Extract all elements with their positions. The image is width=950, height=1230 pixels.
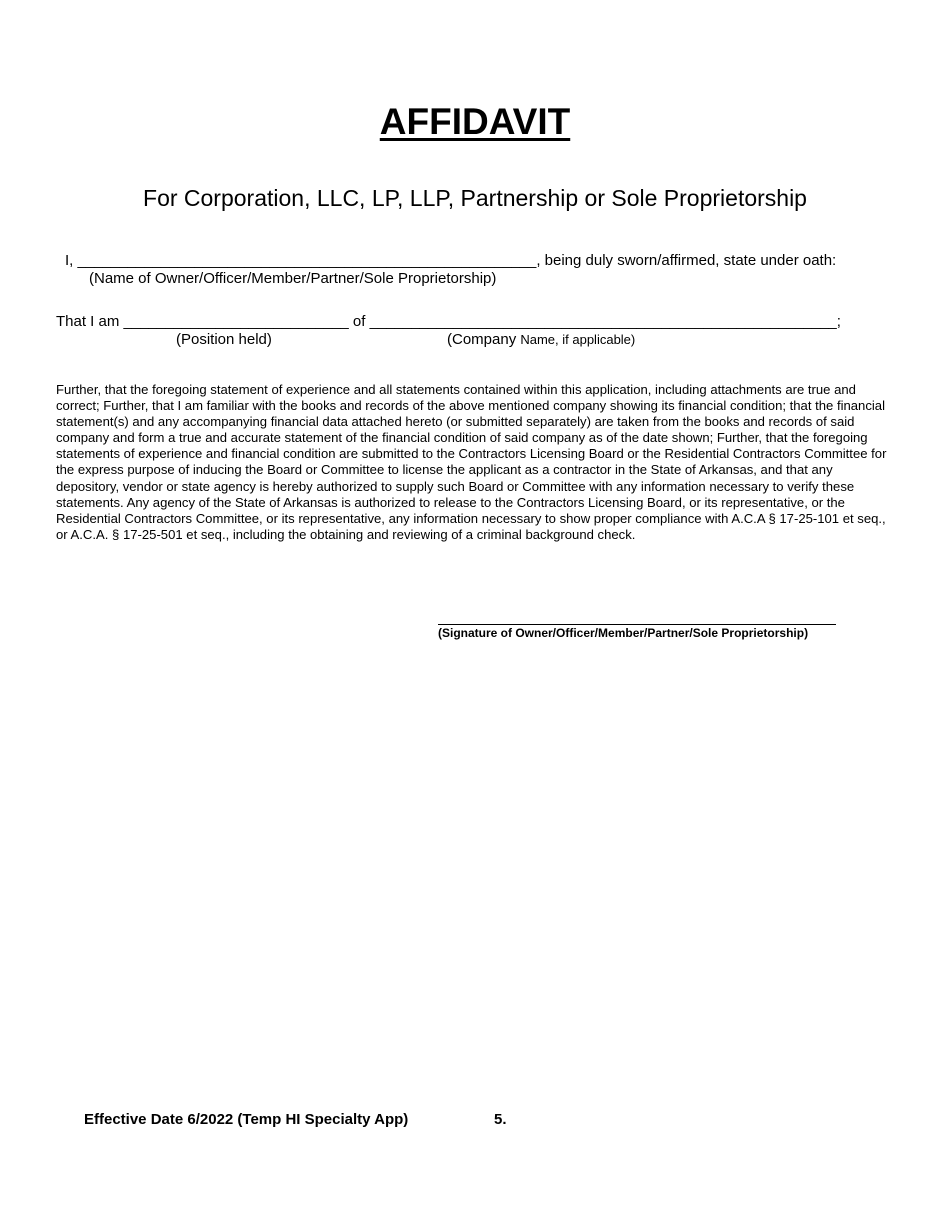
document-subtitle: For Corporation, LLC, LP, LLP, Partnership or Sole Proprietorship [143,185,807,211]
footer-page-number: 5. [494,1111,507,1128]
position-held-caption: (Position held) [176,331,272,348]
company-name-caption [447,331,635,349]
company-caption-small: Name, if applicable) [520,332,636,347]
document-title-text: AFFIDAVIT [379,101,571,142]
footer-effective-date: Effective Date 6/2022 (Temp HI Specialty App) [84,1111,409,1128]
document-title [0,100,950,144]
company-caption-main: (Company [447,331,521,348]
oath-line: I, _______________________________________________________, being duly sworn/affirmed, state under oath: [65,252,837,269]
position-line: That I am ___________________________ of ________________________________________________________; [56,313,841,330]
signature-caption: (Signature of Owner/Officer/Member/Partner/Sole Proprietorship) [438,626,809,640]
signature-line [438,624,836,625]
owner-name-caption: (Name of Owner/Officer/Member/Partner/Sole Proprietorship) [89,270,497,287]
affidavit-statement: Further, that the foregoing statement of experience and all statements contained within this application, including attachments are true and correct; Further, that I am familiar with the books and records of the above mentioned company showing its financial condition; that the financial statement(s) and any accompanying financial data attached hereto (or submitted separately) are taken from the books and records of said company and form a true and accurate statement of the financial condition of said company as of the date shown; Further, that the foregoing statements of experience and financial condition are submitted to the Contractors Licensing Board or the Residential Contractors Committee for the express purpose of inducing the Board or Committee to license the applicant as a contractor in the State of Arkansas, and that any depository, vendor or state agency is hereby authorized to supply such Board or Committee with any information necessary to verify these statements. Any agency of the State of Arkansas is authorized to release to the Contractors Licensing Board, or its representative, or the Residential Contractors Committee, or its representative, any information necessary to show proper compliance with A.C.A § 17-25-101 et seq., or A.C.A. § 17-25-501 et seq., including the obtaining and reviewing of a criminal background check. [56,382,887,542]
